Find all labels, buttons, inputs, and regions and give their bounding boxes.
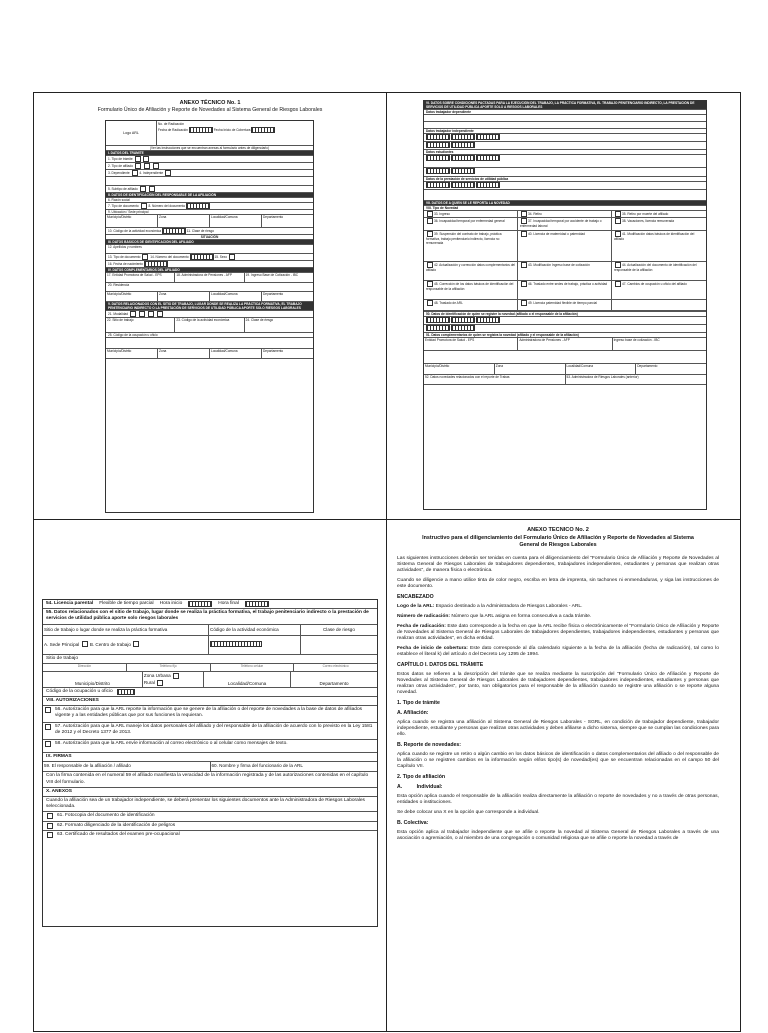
checkbox[interactable]: [45, 707, 51, 713]
situacion-label: SITUACIÓN: [106, 235, 313, 240]
field-50: 50. Datos de identificación de quien se registre la novedad (afiliado o el responsable de la afiliación): [424, 312, 706, 317]
checkbox[interactable]: [157, 311, 163, 317]
heading-colectiva: B. Colectiva:: [397, 820, 429, 826]
novedad-item[interactable]: [424, 211, 518, 218]
residence-cell: Localidad/Comuna: [210, 292, 262, 301]
novedad-label: 43. Modificación Ingreso base de cotización: [528, 262, 590, 267]
riesgo-cell: 24. Clase de riesgo: [245, 318, 274, 322]
actividad-grid-cell: [209, 636, 301, 654]
novedad-item[interactable]: [518, 281, 612, 300]
term-fecha-inicio: Fecha de inicio de cobertura:: [397, 646, 468, 651]
novedad-item[interactable]: [424, 300, 518, 311]
sub-utilidad: Datos de la prestación de servicios de utilidad pública: [424, 177, 706, 182]
riesgo-grid-cell: [301, 636, 377, 654]
urbana-checkbox[interactable]: [173, 673, 179, 679]
field-afiliado-doc: [106, 254, 313, 261]
checkbox[interactable]: [140, 186, 146, 192]
field-actividad: [106, 228, 313, 235]
arl-anterior-cell: 53. Administradora de Riesgos Laborales (anterior): [566, 375, 639, 379]
novedad-item[interactable]: [518, 218, 612, 231]
ocupacion-label: Código de la ocupación u oficio: [46, 688, 113, 694]
field-label: 8. Número del documento: [148, 203, 186, 208]
urbana-label: Urbana: [155, 672, 171, 678]
direccion-cell: Dirección: [43, 664, 127, 671]
checkbox[interactable]: [144, 163, 150, 169]
novedad-item[interactable]: [612, 262, 706, 281]
field-label: 7. Tipo de documento: [108, 203, 139, 208]
field-label: 14. Número del documento: [150, 254, 189, 259]
row-blank: [424, 115, 706, 122]
checkbox[interactable]: [135, 156, 141, 162]
residence-cell: Zona: [495, 364, 566, 374]
checkbox[interactable]: [149, 186, 155, 192]
checkbox[interactable]: [615, 281, 621, 287]
residence-cell: Departamento: [263, 349, 284, 353]
fecha-inicio-grid[interactable]: [251, 127, 275, 133]
eps-row: [106, 273, 313, 283]
field-label: 10. Código de la actividad económica: [108, 228, 161, 233]
field-tipo-doc: [106, 203, 313, 210]
checkbox[interactable]: [165, 170, 171, 176]
eps-cell: Entidad Promotora de Salud - EPS: [424, 338, 518, 350]
row-54: [43, 600, 377, 609]
section-6: VI. DATOS SOBRE CONDICIONES PACTADAS PARA LA EJECUCIÓN DEL TRABAJO, LA PRÁCTICA FORMATIVA, EL TRABAJO PENITENCIARIO INDIRECTO, LA PRESTACIÓN DE SERVICIOS DE UTILIDAD PÚBLICA APORTE SOLO A RIESGOS LABORALES: [424, 101, 706, 110]
field-label: 15. Sexo: [214, 254, 228, 259]
checkbox[interactable]: [229, 254, 235, 260]
field-residencia: 20. Residencia: [106, 283, 313, 292]
section-ix: IX. FIRMAS: [43, 753, 377, 762]
def-fecha-inicio: Este dato corresponde al día calendario siguiente a la fecha de la afiliación (fecha de radicación), tal como lo establece el literal k) del artículo 4 del Decreto Ley 1295 de 1994.: [397, 646, 719, 657]
hora-inicio-grid[interactable]: [188, 601, 212, 607]
def-fecha-radicacion: Este dato corresponde a la fecha en que la ARL recibe física o electrónicamente el "Formulario Único de Afiliación y Reporte de Novedades al Sistema General de Riesgos Laborales de trabajadores dependientes, trabajadores independientes, estudiantes y personas que realizan otras actividades", en dicha entidad.: [397, 624, 719, 641]
checkbox[interactable]: [143, 156, 149, 162]
field-51: 51. Datos complementarios de quien se registra la novedad (afiliado y el responsable de la afiliación): [424, 333, 706, 338]
novedad-label: 40. Licencia de maternidad o paternidad: [528, 231, 585, 236]
grid[interactable]: [451, 182, 475, 188]
paragraph-afiliacion: Aplica cuando se registra una afiliación al Sistema General de Riesgos Laborales - SGRL, en condición de trabajador dependiente, trabajador independiente, estudiante y personas que realizan otras actividades y deben afiliarse a dicho sistema, siempre que se cumplan las condiciones para ello.: [397, 720, 719, 737]
paragraph-fecha-inicio: [397, 646, 719, 658]
paragraph-reporte-novedades: Aplica cuando se registre un retiro o algún cambio en los datos básicos de identificación o datos complementarios del afiliado o del responsable de la afiliación o se registren cambios en la información según el/los tipo(s) de novedad(es) que se encuentran relacionadas en el campo 50 del Capítulo VII.: [397, 752, 719, 769]
heading-individual: A. Individual:: [397, 784, 443, 790]
novedad-label: 38. Vacaciones, licencia remunerada: [622, 218, 675, 223]
field-ubicacion: 9. Ubicación / Sede principal: [106, 210, 313, 215]
date-grid[interactable]: [144, 261, 168, 267]
paragraph-logo: [397, 604, 719, 610]
def-logo: Espacio destinado a la Administradora de Riesgos Laborales - ARL.: [434, 604, 583, 609]
correo-cell: Correo electrónico: [322, 663, 349, 668]
checkbox[interactable]: [521, 262, 527, 268]
ibc-cell: Ingreso base de cotización - IBC: [613, 338, 660, 342]
telefono-fijo-cell: Teléfono fijo: [127, 664, 211, 671]
row-grid: [424, 168, 706, 177]
residence-cell: Departamento: [637, 364, 658, 368]
centro-trabajo-label: B. Centro de trabajo: [89, 641, 131, 647]
form-header: [106, 121, 313, 146]
checkbox[interactable]: [47, 832, 53, 838]
checkbox[interactable]: [521, 231, 527, 237]
field-tipo-tramite: [106, 156, 313, 163]
heading-tipo-tramite: 1. Tipo de trámite: [397, 700, 440, 706]
row-grid: [424, 155, 706, 168]
section-3: III. DATOS BÁSICOS DE IDENTIFICACIÓN DEL AFILIADO: [106, 240, 313, 245]
firma-afiliado-cell[interactable]: 59. El responsable de la afiliación / afiliado: [43, 762, 211, 771]
autorizacion-58-text: 58. Autorización para que la ARL envíe información al correo electrónico o al celular como mensajes de texto.: [55, 741, 288, 747]
anexo2-page: [397, 527, 719, 1027]
field-label: 2. Tipo de afiliado: [108, 163, 133, 168]
hora-final-grid[interactable]: [245, 601, 269, 607]
form-anexo1: [105, 120, 314, 513]
form-anexo1-continued-2: [42, 599, 378, 927]
checkbox[interactable]: [521, 211, 527, 217]
residence-cell: Departamento: [263, 292, 284, 296]
checkbox[interactable]: [148, 311, 154, 317]
field-tipo-afiliado: [106, 163, 313, 170]
section-2: II. DATOS DE IDENTIFICACIÓN DEL RESPONSABLE DE LA AFILIACIÓN: [106, 193, 313, 198]
def-radicacion: Número que la ARL asigna en forma consecutiva a cada trámite.: [450, 614, 592, 619]
term-radicacion: Número de radicación:: [397, 614, 450, 619]
code-grid[interactable]: [162, 228, 186, 234]
term-fecha-radicacion: Fecha de radicación:: [397, 624, 446, 629]
novedad-item[interactable]: [518, 231, 612, 262]
form-anexo1-continued: [423, 100, 707, 510]
grid[interactable]: [476, 317, 500, 323]
checkbox[interactable]: [141, 203, 147, 209]
fecha-inicio-label: Fecha Inicio de Cobertura: [213, 127, 251, 132]
novedad-label: 37. Incapacidad temporal por accidente de trabajo o enfermedad laboral: [520, 218, 602, 228]
doc-grid[interactable]: [190, 254, 214, 260]
sede-principal-label: A. Sede Principal: [44, 641, 80, 647]
novedad-label: 33. Ingreso: [434, 211, 450, 216]
novedad-label: 44. Actualización del documento de identificación del responsable de la afiliación: [614, 262, 697, 272]
grid[interactable]: [476, 182, 500, 188]
checkbox[interactable]: [615, 218, 621, 224]
novedad-item[interactable]: [518, 262, 612, 281]
autorizacion-56-text: 56. Autorización para que la ARL reporte la información que se genere de la afiliación o del reporte de novedades a la base de datos de afiliados vigente y a las entidades públicas que por sus funciones la requieran.: [55, 707, 363, 719]
actividad-cell: Código de la actividad económica: [209, 625, 301, 635]
ibc-cell: 19. Ingreso Base de Cotización - IBC: [245, 273, 299, 277]
paragraph-fecha-radicacion: [397, 624, 719, 642]
num-radicacion-label: No. de Radicación: [158, 122, 185, 126]
checkbox[interactable]: [47, 823, 53, 829]
paragraph-intro: Las siguientes instrucciones deberán ser tenidas en cuenta para el diligenciamiento del "Formulario Único de Afiliación y Reporte de Novedades al Sistema General de Riesgos Laborales de trabajadores dependientes, trabajadores independientes, estudiantes y personas que realizan otras actividades", de manera física o electrónica.: [397, 556, 719, 573]
municipio-cell: Municipio/Distrito: [43, 672, 143, 687]
novedad-item[interactable]: [518, 300, 612, 311]
term-logo: Logo de la ARL:: [397, 604, 435, 609]
form-note: (Ver las instrucciones que se encuentran anexas al formulario antes de diligenciarlo): [106, 146, 313, 151]
residence-cell: Localidad/Comuna: [210, 349, 262, 358]
eps-cell: 17. Entidad Promotora de Salud - EPS: [106, 273, 175, 282]
actividad-grid[interactable]: [210, 641, 262, 647]
sitio-row: [106, 318, 313, 333]
residence-cell: Municipio/Distrito: [106, 349, 158, 358]
residence-cell: Zona: [158, 349, 210, 358]
anexo-61-text: 61. Fotocopia del documento de identificación: [57, 813, 155, 819]
anexo1-title: ANEXO TÉCNICO No. 1: [179, 100, 241, 106]
anexo1-page: [34, 93, 386, 519]
grid[interactable]: [451, 134, 475, 140]
rural-label: Rural: [143, 679, 155, 685]
anexo-62[interactable]: [43, 822, 377, 831]
checkbox[interactable]: [153, 163, 159, 169]
field-label: 4. Independiente: [139, 170, 164, 175]
field-label: 16. Fecha de nacimiento: [108, 261, 143, 266]
site-row: [43, 625, 377, 636]
residence-cell: Zona: [158, 292, 210, 301]
hora-final-label: Hora final: [218, 601, 239, 606]
trabas-row: [424, 375, 706, 385]
novedad-item[interactable]: [612, 218, 706, 231]
residence-cell: Municipio/Distrito: [424, 364, 495, 374]
document-sheet: [33, 92, 741, 1032]
residence-cell: Municipio/Distrito: [106, 215, 158, 227]
anexo-61[interactable]: [43, 812, 377, 821]
sitio-cell: 22. Sitio de trabajo: [106, 318, 175, 332]
residence-cell: Localidad/Comuna: [210, 215, 262, 227]
residence-cell: Departamento: [263, 215, 284, 219]
checkbox[interactable]: [142, 254, 148, 260]
heading-tipo-afiliacion: 2. Tipo de afiliación: [397, 774, 446, 780]
autorizacion-56[interactable]: [43, 706, 377, 723]
checkbox[interactable]: [427, 211, 433, 217]
paragraph-capitulo-1: Estos datos se refieren a la descripción del trámite que se realiza mediante la suscripción del "Formulario Único de Afiliación y Reporte de Novedades al Sistema General de Riesgos Laborales de trabajadores dependientes, trabajadores independientes, estudiantes y personas que realizan otras actividades", por tanto, son obligatorios para el responsable de la afiliación cuando se registre una afiliación o se reporte alguna novedad.: [397, 672, 719, 695]
heading-afiliacion: A. Afiliación:: [397, 710, 429, 716]
ocupacion-grid[interactable]: [117, 689, 135, 695]
checkbox[interactable]: [132, 170, 138, 176]
section-7: VII. DATOS DE A QUIEN SE LE REPORTA LA NOVEDAD: [424, 201, 706, 206]
centro-trabajo-checkbox[interactable]: [133, 641, 139, 647]
checkbox[interactable]: [130, 311, 136, 317]
novedad-item[interactable]: [612, 281, 706, 300]
grid[interactable]: [426, 134, 450, 140]
anexos-intro: Cuando la afiliación sea de un trabajador independiente, se deberá presentar los siguientes documentos ante la Administradora de Riesgos Laborales seleccionada.: [43, 797, 377, 812]
grid[interactable]: [451, 168, 475, 174]
actividad-cell: 23. Código de la actividad económica: [175, 318, 244, 332]
telefono-celular-cell: Teléfono celular: [211, 664, 295, 671]
grid[interactable]: [451, 325, 475, 331]
novedad-label: 42. Actualización y corrección datos complementarios del afiliado: [426, 262, 515, 272]
residence-cell: Localidad/Comuna: [566, 364, 637, 374]
departamento-cell: Departamento: [319, 680, 349, 686]
firmas-row: [43, 762, 377, 772]
anexo2-subtitle: Instructivo para el diligenciamiento del Formulario Único de Afiliación y Reporte de Novedades al Sistema General de Riesgos Laborales: [422, 535, 694, 548]
residence-cell: Zona: [158, 215, 210, 227]
checkbox[interactable]: [45, 724, 51, 730]
anexo1-continued-page: [387, 93, 742, 519]
sub-estudiantes: Datos estudiantes: [424, 150, 706, 155]
novedad-label: 34. Retiro: [528, 211, 542, 216]
field-label: 13. Tipo de documento: [108, 254, 141, 259]
afp-cell: 18. Administradora de Pensiones - AFP: [175, 273, 244, 282]
sub-dependiente: Datos trabajador dependiente: [424, 110, 706, 115]
zona-row: [43, 672, 377, 688]
sede-principal-checkbox[interactable]: [82, 641, 88, 647]
afp-cell: Administradora de Pensiones - AFP: [518, 338, 612, 350]
autorizacion-58[interactable]: [43, 740, 377, 753]
novedad-label: 36. Incapacidad temporal por enfermedad general: [434, 218, 505, 223]
firma-funcionario-cell[interactable]: 60. Nombre y firma del funcionario de la ARL: [211, 763, 303, 769]
fecha-radicacion-label: Fecha de Radicación: [158, 127, 188, 132]
novedad-label: 35. Retiro por muerte del afiliado: [622, 211, 669, 216]
paragraph-colectiva: Esta opción aplica al trabajador independiente que se afilie o reporte la novedad al Sistema General de Riesgos Laborales a través de una asociación o agremiación, o al miembro de una congregación o comunidad religiosa que se afilie o reporte la novedad a través de: [397, 830, 719, 841]
checkbox[interactable]: [427, 300, 433, 306]
anexo-63-text: 63. Certificado de resultados del examen pre-ocupacional: [57, 831, 180, 837]
fecha-radicacion-grid[interactable]: [189, 127, 213, 133]
field-dependiente: [106, 170, 313, 177]
field-nacimiento: [106, 261, 313, 268]
novedad-item[interactable]: [612, 211, 706, 218]
row-55: 55. Datos relacionados con el sitio de trabajo, lugar donde se realiza la práctica formativa, el trabajo penitenciario indirecto o la prestación de servicios de utilidad pública aporte solo riesgos laborales: [43, 609, 377, 624]
zona-cell: [143, 672, 204, 687]
novedad-label: 41. Modificación datos básicos de identificación del afiliado: [614, 231, 695, 241]
row-grid: [424, 317, 706, 325]
sub-independiente: Datos trabajador independiente: [424, 129, 706, 134]
grid[interactable]: [426, 168, 450, 174]
grid[interactable]: [426, 155, 450, 161]
residence-row-3: [106, 349, 313, 359]
novedad-label: 49. Licencia paternidad flexible de tiempo parcial: [528, 300, 597, 305]
row-blank: [424, 122, 706, 129]
heading-reporte-novedades: B. Reporte de novedades:: [397, 742, 461, 748]
field-modalidad: [106, 311, 313, 318]
eps-row-b: [424, 338, 706, 351]
checkbox[interactable]: [139, 311, 145, 317]
tipo-novedad: VIII. Tipo de Novedad: [424, 206, 706, 211]
residence-row-2: [106, 292, 313, 302]
field-label: 3. Dependiente: [108, 170, 130, 175]
novedad-item[interactable]: [612, 231, 706, 262]
field-label: 5. Subtipo de afiliado: [108, 186, 138, 191]
novedad-label: 39. Suspensión del contrato de trabajo, práctica formativa, trabajo penitenciario indirecto, licencia no remunerada: [426, 231, 502, 245]
checkbox[interactable]: [135, 163, 141, 169]
section-4: IV. DATOS COMPLEMENTARIOS DEL AFILIADO: [106, 268, 313, 273]
checkbox[interactable]: [615, 211, 621, 217]
field-blank: [106, 177, 313, 186]
novedad-label: 45. Corrección de los datos básicos de identificación del responsable de la afiliación: [426, 281, 514, 291]
row-blank: [424, 190, 706, 201]
anexo-63[interactable]: [43, 831, 377, 839]
grid[interactable]: [451, 155, 475, 161]
trabas-cell: 52. Datos novedades relacionados con el reporte de Trabas: [424, 375, 566, 384]
field-label: 11. Clase de riesgo: [186, 228, 214, 233]
anexo1-continued-2-page: [34, 520, 386, 1033]
residence-cell: Municipio/Distrito: [106, 292, 158, 301]
checkbox[interactable]: [521, 300, 527, 306]
grid[interactable]: [426, 182, 450, 188]
residence-row: [106, 215, 313, 228]
field-apellidos: 12. Apellidos y nombres: [106, 245, 313, 254]
localidad-cell: Localidad/Comuna: [204, 672, 291, 687]
novedad-item[interactable]: [424, 218, 518, 231]
field-razon-social: 6. Razón social: [106, 198, 313, 203]
paragraph-marca-x: Se debe colocar una X en la opción que corresponde a individual.: [397, 810, 540, 815]
checkbox[interactable]: [47, 813, 53, 819]
site-cell: Sitio de trabajo o lugar donde se realiza la práctica formativa: [43, 625, 209, 635]
heading-encabezado: ENCABEZADO: [397, 594, 434, 600]
row-grid: [424, 134, 706, 142]
novedades-grid: [424, 211, 706, 312]
riesgo-cell: Clase de riesgo: [322, 626, 355, 632]
field-blank-2: [106, 338, 313, 349]
rural-checkbox[interactable]: [157, 680, 163, 686]
paragraph-tinta: Cuando se diligencie a mano utilice tinta de color negro, escriba en letra de imprenta, sin tachones ni enmendaduras, y siga las instrucciones de este documento.: [397, 578, 719, 589]
novedad-item[interactable]: [424, 281, 518, 300]
section-x: X. ANEXOS: [43, 788, 377, 797]
grid[interactable]: [451, 142, 475, 148]
grid[interactable]: [426, 142, 450, 148]
row-grid: [424, 325, 706, 333]
novedad-item[interactable]: [518, 211, 612, 218]
row-grid: [424, 182, 706, 190]
zona-label: Zona: [143, 672, 155, 678]
autorizacion-57[interactable]: [43, 723, 377, 740]
flexible-label: Flexible de tiempo parcial: [99, 601, 154, 606]
doc-grid[interactable]: [186, 203, 210, 209]
novedad-label: 46. Traslado entre sedes de trabajo, práctica o actividad: [528, 281, 608, 286]
paragraph-individual: Esta opción aplica cuando el responsable de la afiliación realiza directamente la afiliación o reporte de novedades y no a través de otras personas, entidades o instituciones.: [397, 794, 719, 805]
grid[interactable]: [476, 134, 500, 140]
grid[interactable]: [426, 325, 450, 331]
row-residencia: [424, 351, 706, 364]
radicacion-block: [157, 121, 313, 145]
anexo1-subtitle: Formulario Único de Afiliación y Reporte de Novedades al Sistema General de Riesgos Laborales: [97, 107, 323, 113]
grid[interactable]: [476, 155, 500, 161]
grid[interactable]: [451, 317, 475, 323]
novedad-item[interactable]: [424, 231, 518, 262]
field-ocupacion: 25. Código de la ocupación u oficio: [106, 333, 313, 338]
section-5: V. DATOS RELACIONADOS CON EL SITIO DE TRABAJO, LUGAR DONDE SE REALIZA LA PRÁCTICA FORMATIVA, EL TRABAJO PENITENCIARIO INDIRECTO O LA PRESTACIÓN DE SERVICIOS DE UTILIDAD PÚBLICA APORTE SOLO RIESGOS LABORALES: [106, 302, 313, 311]
checkbox[interactable]: [45, 741, 51, 747]
paragraph-radicacion: [397, 614, 719, 620]
field-subtipo: [106, 186, 313, 193]
ocupacion-row: [43, 688, 377, 697]
field-label: 21. Modalidad: [108, 311, 129, 316]
grid[interactable]: [426, 317, 450, 323]
address-row: [43, 664, 377, 672]
section-viii: VIII. AUTORIZACIONES: [43, 697, 377, 706]
hora-inicio-label: Hora inicio: [159, 601, 183, 606]
novedad-item[interactable]: [424, 262, 518, 281]
field-label: 1. Tipo de trámite: [108, 156, 133, 161]
licencia-parental-label: 54. Licencia parental: [46, 601, 94, 606]
section-1: I. DATOS DEL TRÁMITE: [106, 151, 313, 156]
heading-capitulo-1: CAPÍTULO I. DATOS DEL TRÁMITE: [397, 662, 484, 668]
checkbox[interactable]: [427, 218, 433, 224]
novedad-label: 48. Traslado de ARL: [434, 300, 463, 305]
row-grid: [424, 142, 706, 150]
firma-text: Con la firma contenida en el numeral 59 el afiliado manifiesta la veracidad de la información registrada y de las autorizaciones contenidas en el capítulo VIII del formulario.: [43, 772, 377, 787]
anexo2-title: ANEXO TÉCNICO No. 2: [527, 527, 589, 533]
sede-row: [43, 636, 377, 655]
autorizacion-57-text: 57. Autorización para que la ARL maneje los datos personales del afiliado y del responsable de la afiliación de acuerdo con lo previsto en la Ley 1581 de 2012 y el Decreto 1377 de 2013.: [55, 724, 373, 736]
novedad-label: 47. Cambios de ocupación u oficio del afiliado: [622, 281, 687, 286]
checkbox[interactable]: [521, 281, 527, 287]
sede-cell: [43, 636, 209, 654]
sitio-trabajo-label: Sitio de trabajo: [43, 655, 377, 664]
residence-row-b: [424, 364, 706, 375]
logo-arl: Logo ARL: [106, 121, 157, 145]
novedad-item: [612, 300, 706, 311]
anexo-62-text: 62. Formato diligenciado de la identificación de peligros: [57, 822, 176, 828]
